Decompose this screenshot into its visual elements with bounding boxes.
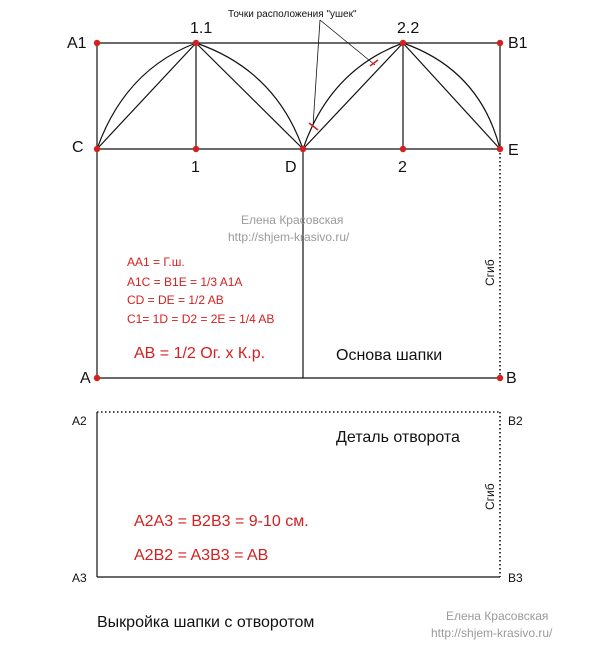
- label-b1: B1: [508, 35, 528, 52]
- label-1: 1: [191, 159, 200, 176]
- watermark-url: http://shjem-krasivo.ru/: [228, 230, 350, 244]
- leader-line-left: [313, 20, 320, 126]
- pattern-caption: Выкройка шапки с отворотом: [97, 614, 315, 631]
- ear-marker-right: [370, 60, 378, 66]
- label-b3: B3: [508, 571, 523, 585]
- formula-aa1: AA1 = Г.ш.: [127, 255, 185, 269]
- hat-base-title: Основа шапки: [336, 347, 443, 364]
- point-e: [497, 146, 503, 152]
- label-a1: A1: [67, 35, 87, 52]
- point-11: [193, 40, 199, 46]
- line-c-11: [97, 43, 196, 149]
- formula-a1c: A1C = B1E = 1/3 A1A: [127, 275, 243, 289]
- label-c: C: [72, 139, 84, 156]
- label-d: D: [285, 159, 297, 176]
- watermark-author: Елена Красовская: [241, 213, 344, 227]
- fold-label-top: Сгиб: [483, 259, 497, 286]
- label-a3: A3: [72, 571, 87, 585]
- label-b: B: [506, 370, 517, 387]
- label-2: 2: [398, 159, 407, 176]
- label-a: A: [80, 370, 91, 387]
- point-22: [400, 40, 406, 46]
- label-11: 1.1: [190, 20, 213, 37]
- line-22-e: [403, 43, 500, 149]
- ear-position-annotation: Точки расположения "ушек": [228, 9, 357, 20]
- formula-a2a3: A2A3 = B2B3 = 9-10 см.: [134, 513, 309, 530]
- label-a2: A2: [72, 414, 87, 428]
- point-a: [94, 375, 100, 381]
- point-a1: [94, 40, 100, 46]
- construction-points: [94, 40, 503, 381]
- point-1: [193, 146, 199, 152]
- point-c: [94, 146, 100, 152]
- line-11-d: [196, 43, 303, 149]
- hat-base-piece: [97, 43, 500, 378]
- label-e: E: [508, 142, 519, 159]
- point-d: [300, 146, 306, 152]
- formula-c1: C1= 1D = D2 = 2E = 1/4 AB: [127, 312, 275, 326]
- ear-markers: [309, 60, 378, 130]
- formula-cd: CD = DE = 1/2 AB: [127, 293, 224, 307]
- ear-annotation-leaders: [313, 20, 375, 126]
- line-d-22: [303, 43, 403, 149]
- point-b1: [497, 40, 503, 46]
- formula-ab-main: AB = 1/2 Ог. х К.р.: [134, 345, 266, 362]
- point-b: [497, 375, 503, 381]
- label-b2: B2: [508, 414, 523, 428]
- formula-a2b2: A2B2 = A3B3 = AB: [134, 547, 269, 564]
- label-22: 2.2: [397, 20, 420, 37]
- point-2: [400, 146, 406, 152]
- fold-label-bottom: Сгиб: [483, 483, 497, 510]
- watermark-author-bottom: Елена Красовская: [446, 609, 549, 623]
- watermark-url-bottom: http://shjem-krasivo.ru/: [431, 626, 553, 640]
- cuff-title: Деталь отворота: [336, 429, 460, 446]
